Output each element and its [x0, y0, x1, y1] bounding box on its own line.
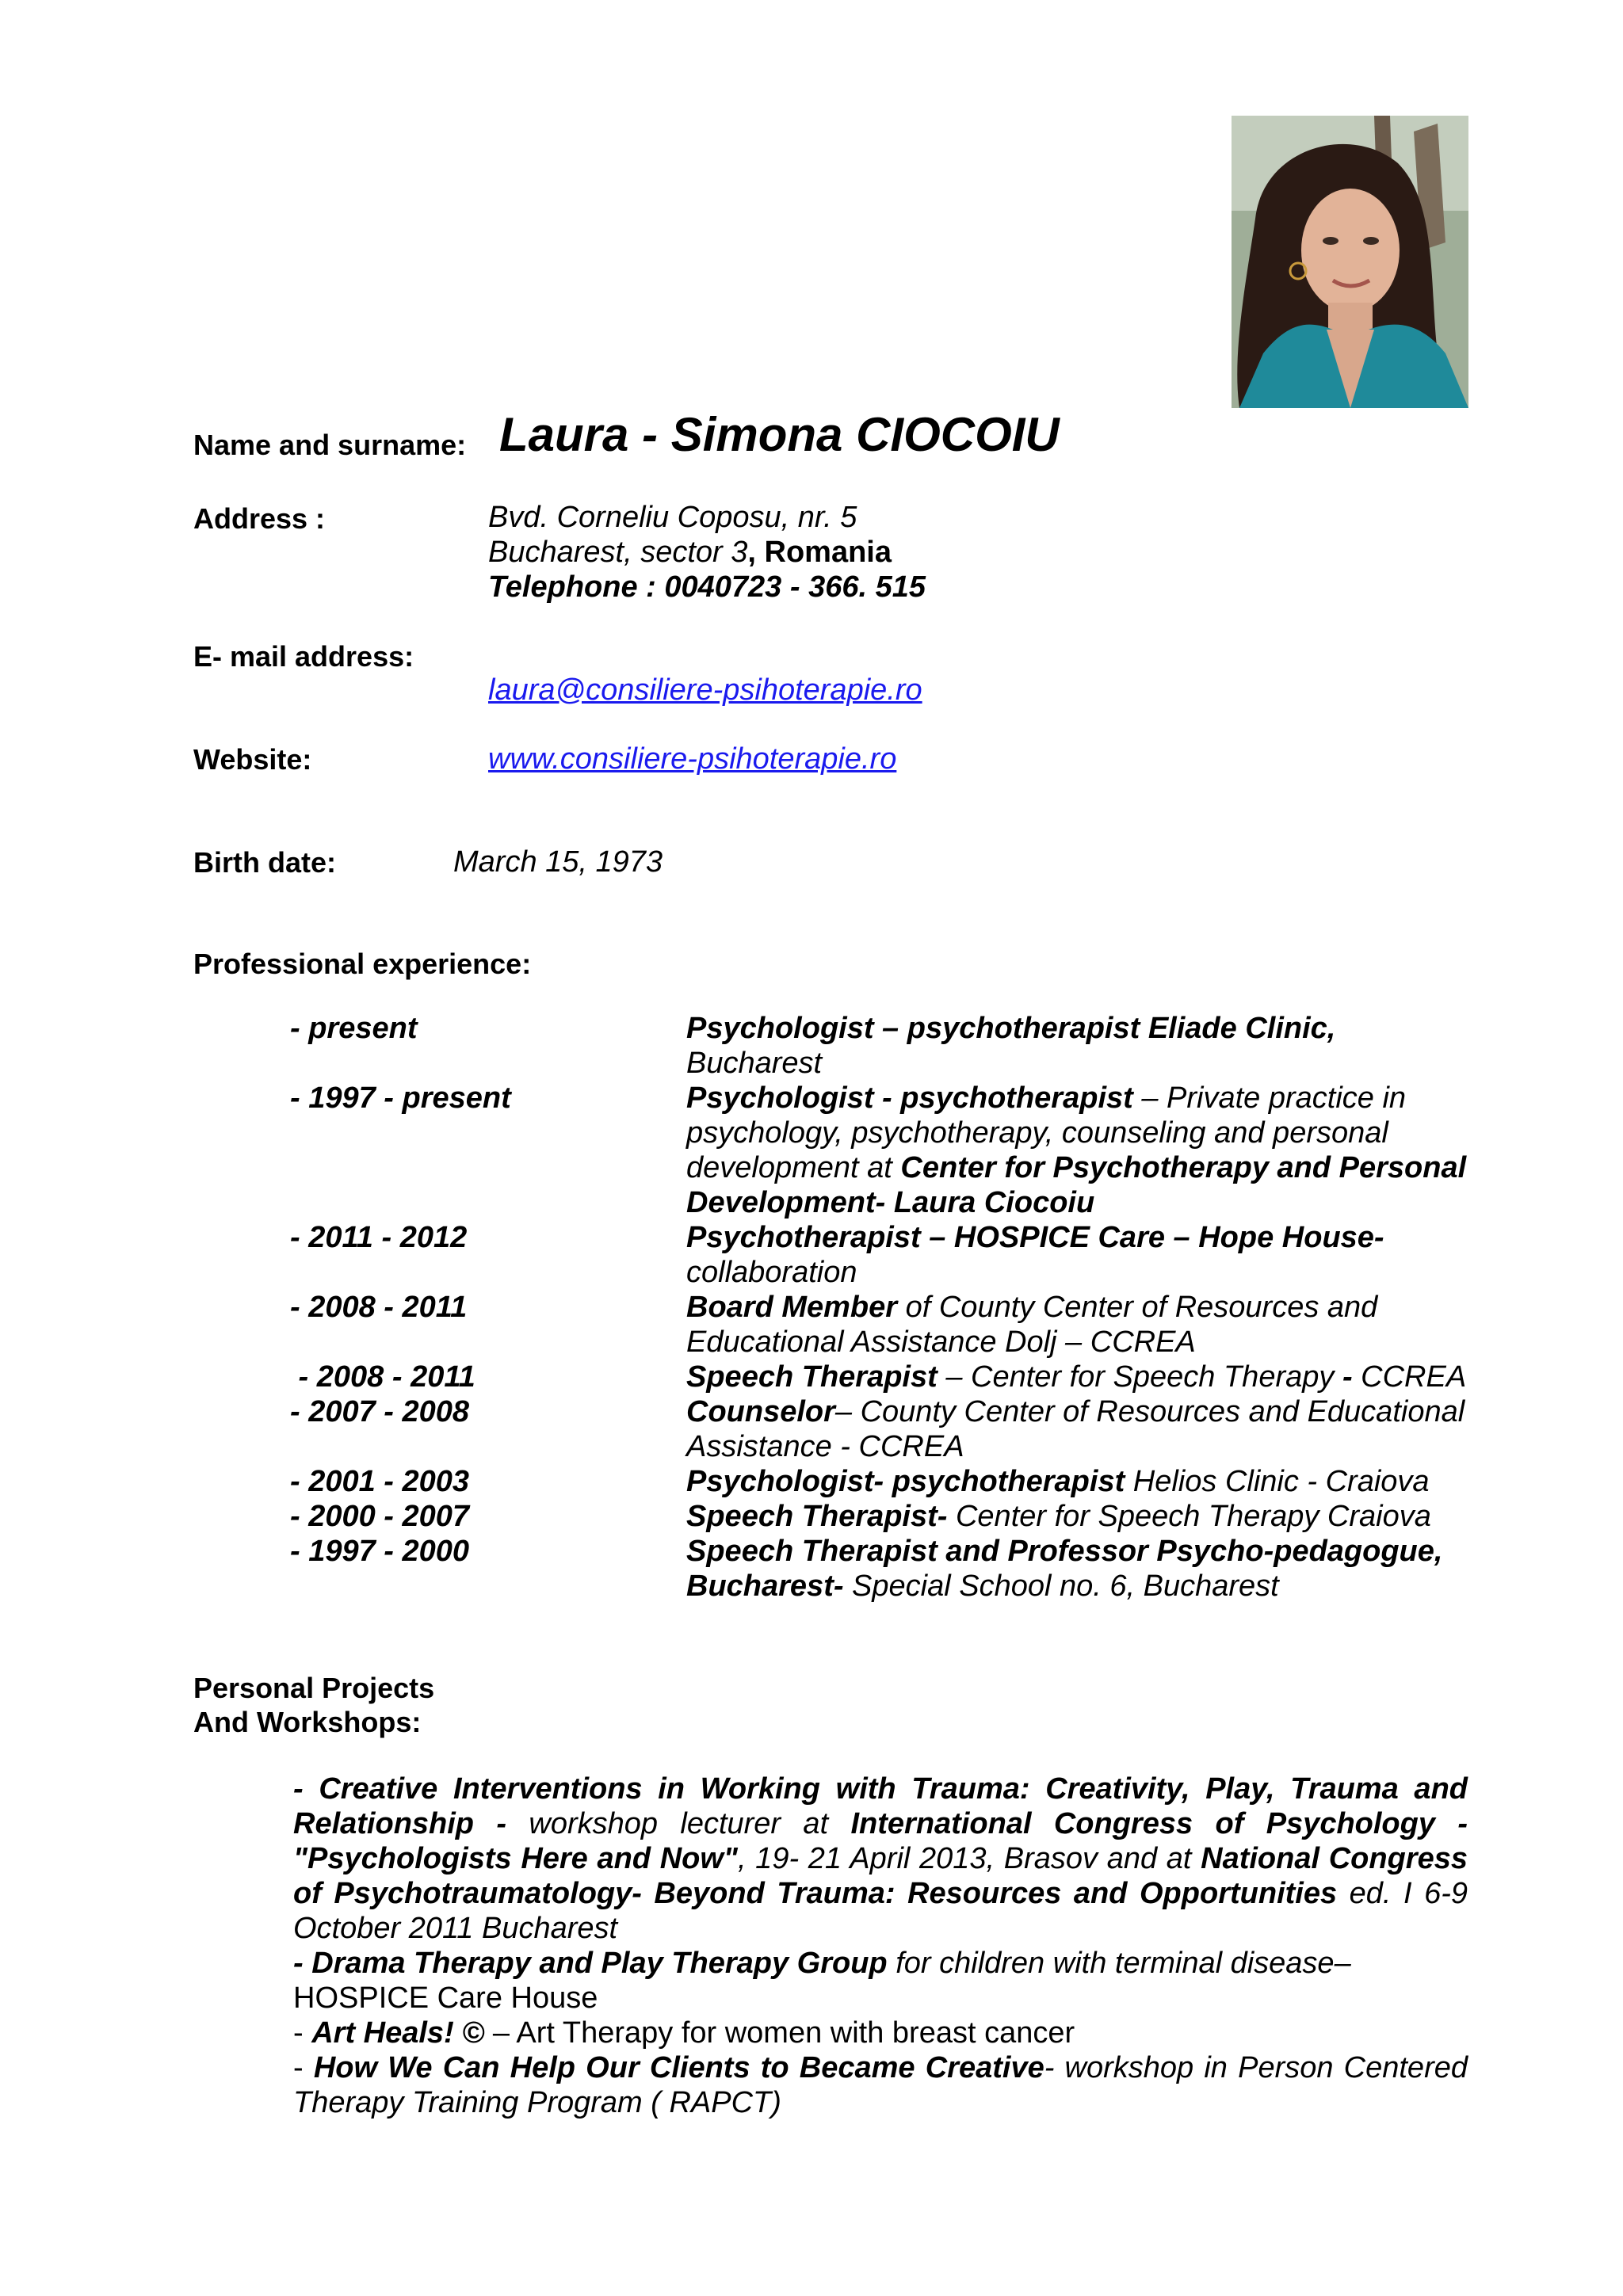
project-item-continuation: HOSPICE Care House: [293, 1981, 598, 2015]
experience-detail: Center for Speech Therapy Craiova: [947, 1500, 1431, 1533]
projects-list: [293, 1772, 1468, 2120]
project-bullet: -: [293, 2016, 312, 2050]
website-label: Website:: [193, 743, 312, 776]
experience-description: [686, 1220, 1479, 1290]
experience-date: - 1997 - present: [290, 1081, 511, 1115]
project-detail: for children with terminal disease–: [887, 1947, 1351, 1980]
project-item: [293, 2016, 1468, 2050]
projects-heading-line-1: Personal Projects: [193, 1672, 435, 1704]
experience-detail-2: CCREA: [1352, 1360, 1467, 1394]
project-detail: – Art Therapy for women with breast cancer: [484, 2016, 1075, 2050]
projects-heading-line-2: And Workshops:: [193, 1706, 422, 1738]
experience-detail: – Private practice in psychology, psychotherapy, counseling and personal development at: [686, 1081, 1407, 1184]
experience-row: [290, 1534, 1479, 1604]
experience-role: Speech Therapist-: [686, 1500, 948, 1533]
address-line-2: [488, 536, 892, 570]
experience-detail: Helios Clinic - Craiova: [1125, 1465, 1430, 1498]
experience-description: [686, 1499, 1479, 1534]
project-venue: International Congress of Psychology - "Psychologists Here and Now": [293, 1807, 1468, 1875]
experience-row: [290, 1011, 1479, 1081]
experience-description: [686, 1290, 1479, 1360]
experience-detail: – Center for Speech Therapy: [937, 1360, 1342, 1394]
experience-date: - 2008 - 2011: [290, 1291, 468, 1324]
experience-description: [686, 1360, 1479, 1394]
experience-date: - 2007 - 2008: [290, 1395, 470, 1428]
experience-detail: of County Center of Resources and Educational Assistance Dolj – CCREA: [686, 1291, 1378, 1359]
experience-description: [686, 1011, 1479, 1081]
experience-description: [686, 1464, 1479, 1499]
experience-row: [290, 1081, 1479, 1220]
project-title: - Creative Interventions in Working with Trauma: Creativity, Play, Trauma and Relationship -: [293, 1772, 1468, 1840]
experience-date: - 2001 - 2003: [290, 1465, 470, 1498]
birth-label: Birth date:: [193, 846, 336, 879]
experience-row: [290, 1360, 1479, 1394]
experience-row: [290, 1220, 1479, 1290]
address-country: , Romania: [747, 536, 892, 569]
address-label: Address :: [193, 502, 326, 535]
address-line-1: Bvd. Corneliu Coposu, nr. 5: [488, 501, 857, 534]
experience-detail: collaboration: [686, 1256, 857, 1289]
experience-heading: Professional experience:: [193, 948, 532, 980]
experience-date: - 2011 - 2012: [290, 1221, 468, 1254]
experience-detail: Bucharest: [686, 1047, 823, 1080]
experience-role: Psychologist- psychotherapist: [686, 1465, 1125, 1498]
address-city: Bucharest, sector 3: [488, 536, 748, 569]
experience-date: - 2000 - 2007: [290, 1500, 470, 1533]
project-title: Art Heals! ©: [311, 2016, 485, 2050]
project-venue-2: National Congress of Psychotraumatology- Beyond Trauma: Resources and Opportunities: [293, 1842, 1468, 1910]
experience-role: Board Member: [686, 1291, 898, 1324]
experience-role: Speech Therapist: [686, 1360, 938, 1394]
experience-role: Psychologist - psychotherapist: [686, 1081, 1133, 1115]
project-bullet: -: [293, 2051, 314, 2084]
experience-row: [290, 1290, 1479, 1360]
experience-detail: Special School no. 6, Bucharest: [843, 1569, 1279, 1603]
experience-description: [686, 1534, 1479, 1604]
project-date-2: ed. I 6-9 October 2011 Bucharest: [293, 1877, 1468, 1945]
project-date: , 19- 21 April 2013, Brasov and at: [737, 1842, 1201, 1875]
name-label: Name and surname:: [193, 429, 467, 461]
experience-date: - 1997 - 2000: [290, 1535, 470, 1568]
project-title: - Drama Therapy and Play Therapy Group: [293, 1947, 888, 1980]
experience-description: [686, 1081, 1479, 1220]
project-title: How We Can Help Our Clients to Became Creative: [313, 2051, 1044, 2084]
project-item: [293, 1946, 1468, 1981]
birth-value: March 15, 1973: [453, 845, 663, 879]
experience-role: Psychologist – psychotherapist Eliade Clinic,: [686, 1012, 1336, 1045]
experience-role: Speech Therapist and Professor Psycho-pedagogue, Bucharest-: [686, 1535, 1443, 1603]
experience-list: [290, 1011, 1479, 1604]
experience-detail: – County Center of Resources and Educational Assistance - CCREA: [686, 1395, 1465, 1463]
experience-date: - 2008 - 2011: [290, 1360, 475, 1394]
full-name: Laura - Simona CIOCOIU: [499, 408, 1060, 461]
project-item: [293, 2050, 1468, 2120]
experience-row: [290, 1499, 1479, 1534]
project-detail: - workshop in Person Centered Therapy Training Program ( RAPCT): [293, 2051, 1468, 2119]
experience-date: - present: [290, 1012, 418, 1045]
experience-separator: -: [1342, 1360, 1353, 1394]
profile-photo: [1232, 116, 1468, 408]
email-link[interactable]: laura@consiliere-psihoterapie.ro: [488, 673, 922, 707]
website-link[interactable]: www.consiliere-psihoterapie.ro: [488, 742, 897, 776]
experience-role: Counselor: [686, 1395, 835, 1428]
experience-role: Psychotherapist – HOSPICE Care – Hope House-: [686, 1221, 1384, 1254]
experience-row: [290, 1464, 1479, 1499]
telephone: Telephone : 0040723 - 366. 515: [488, 570, 926, 604]
experience-organization: Center for Psychotherapy and Personal Development- Laura Ciocoiu: [686, 1151, 1467, 1219]
project-detail: workshop lecturer at: [506, 1807, 851, 1840]
email-label: E- mail address:: [193, 640, 414, 673]
project-item: [293, 1772, 1468, 1946]
experience-description: [686, 1394, 1479, 1464]
experience-row: [290, 1394, 1479, 1464]
